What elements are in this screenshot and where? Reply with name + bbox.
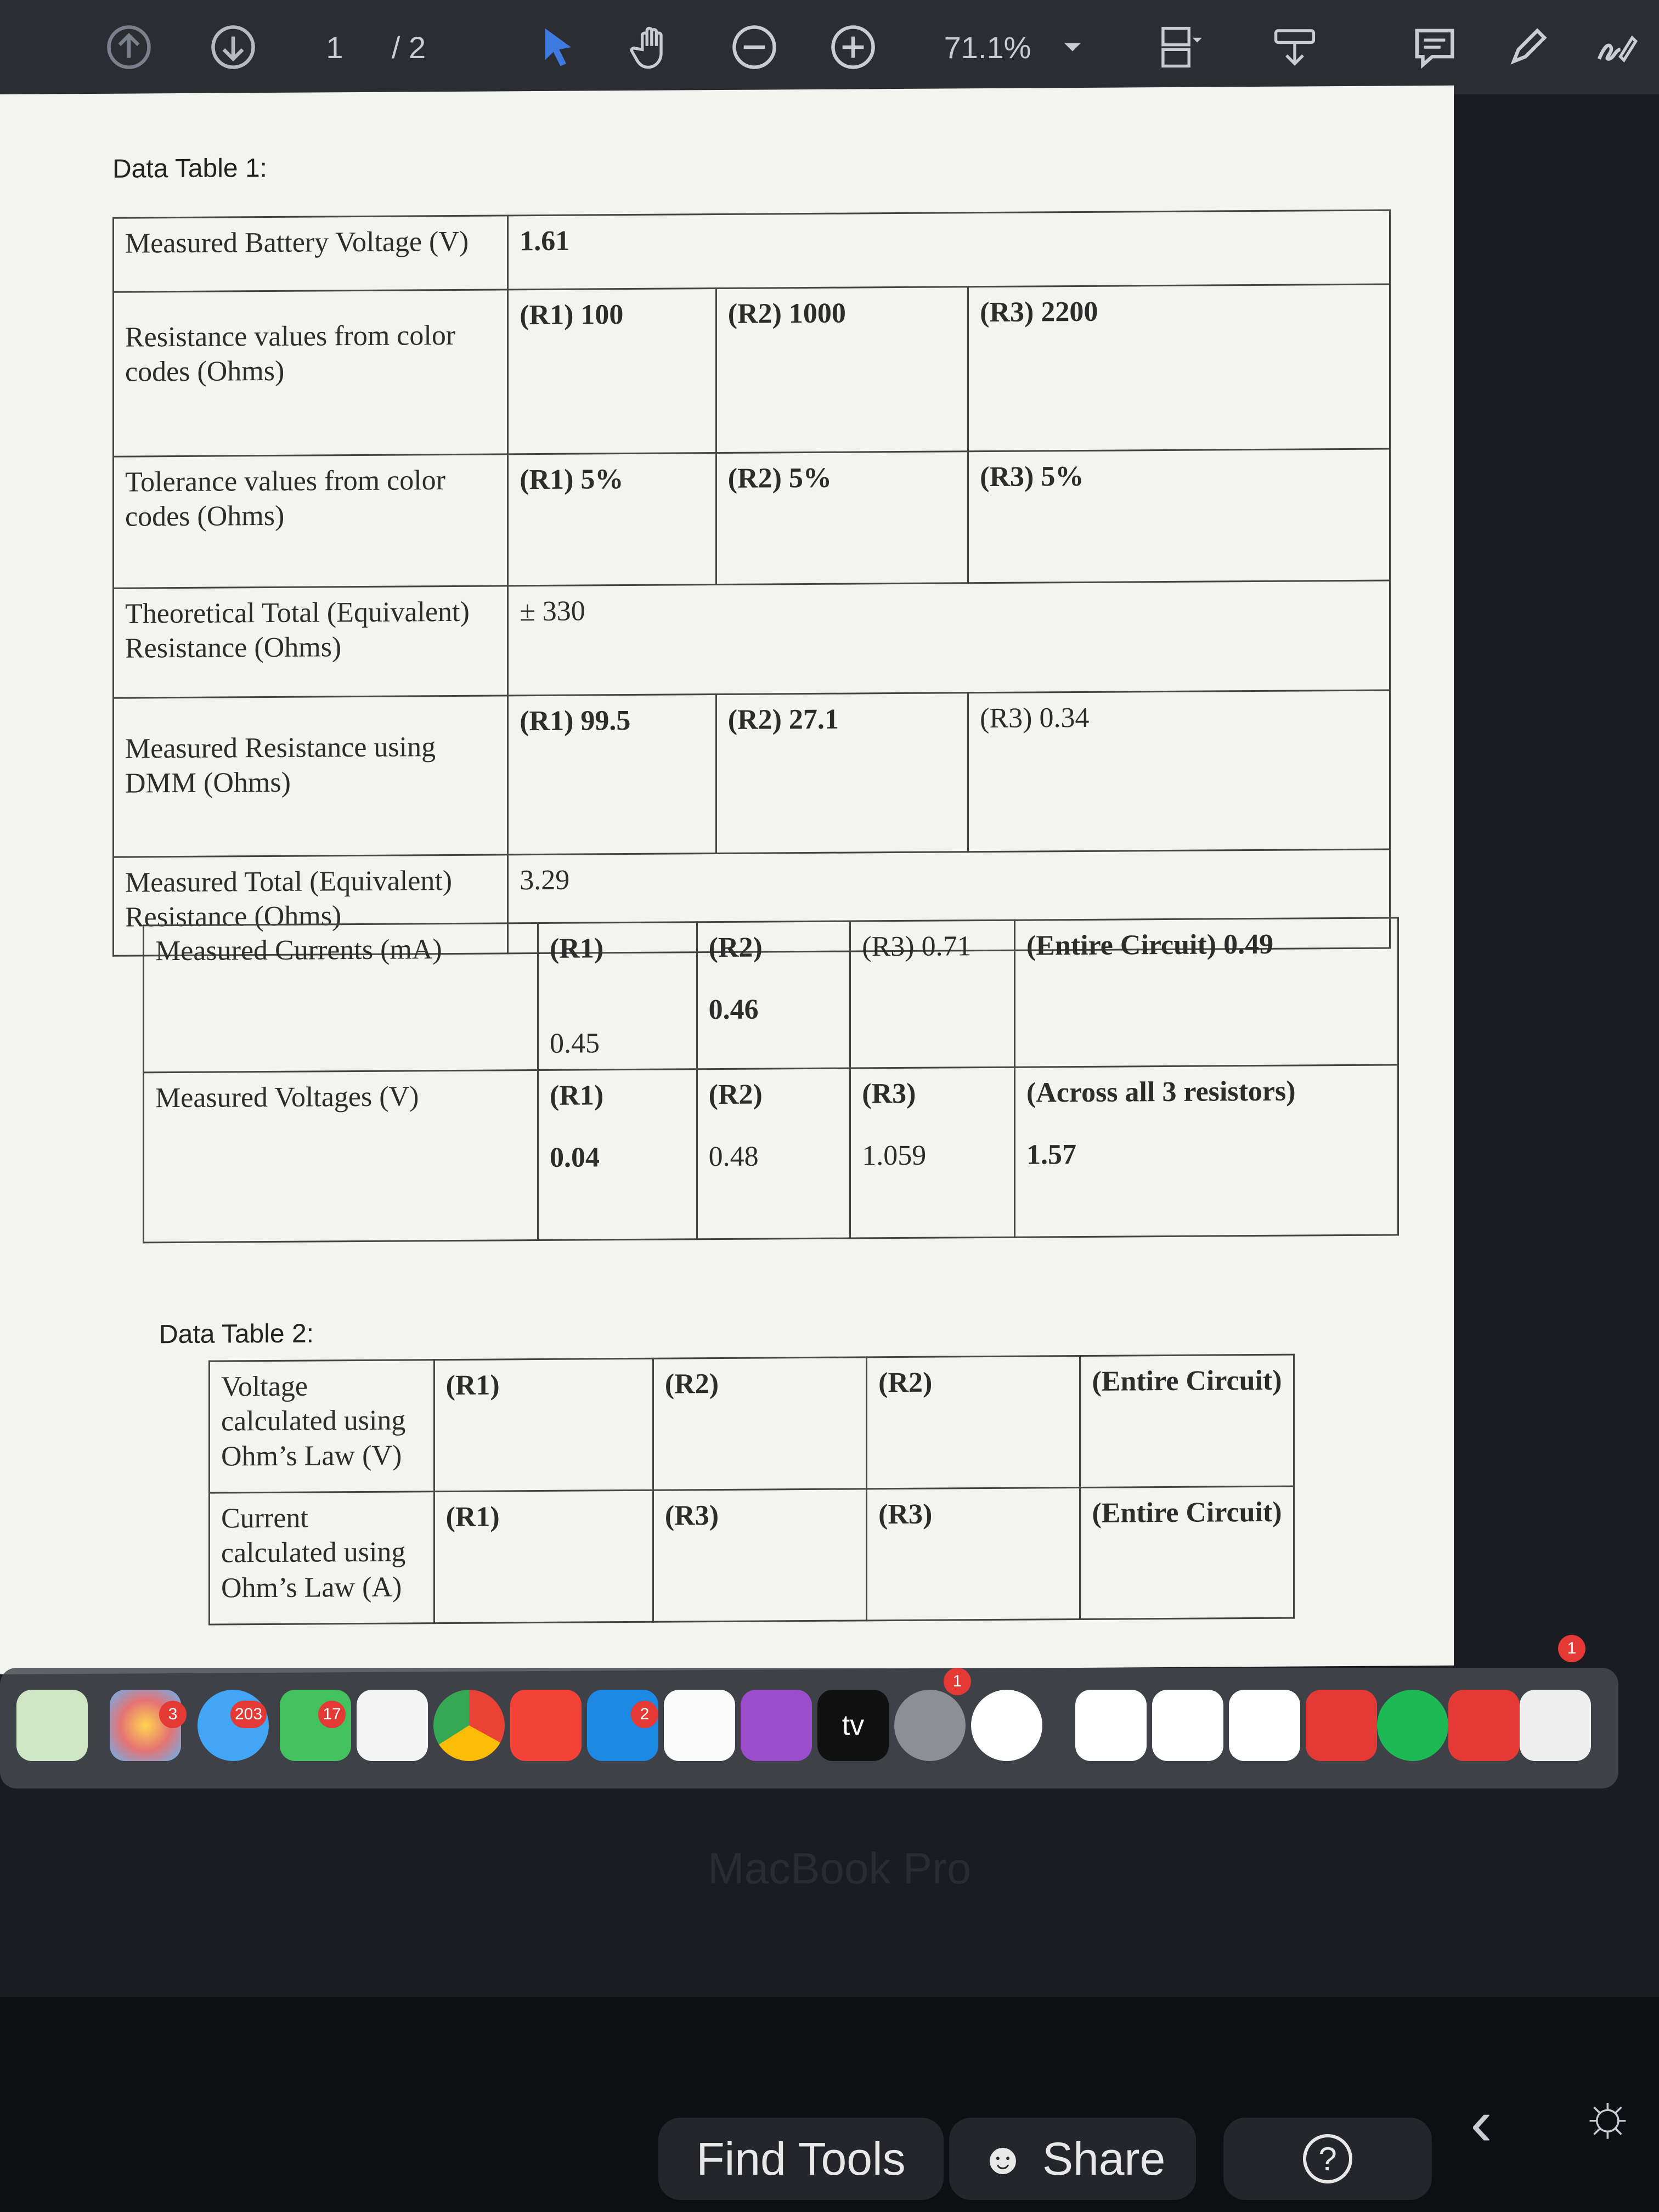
table-cell: ± 330 [508,580,1390,696]
help-button[interactable] [1223,2118,1432,2200]
extra-badge: 1 [1558,1635,1585,1662]
row-label: Measured Resistance using DMM (Ohms) [114,696,508,857]
table-cell: (R1) 5% [508,453,716,586]
table-cell [1014,1065,1398,1237]
table-cell: (Entire Circuit) [1080,1486,1294,1619]
table-cell: 3.29 [508,849,1390,953]
row-label: Measured Currents (mA) [144,923,538,1073]
table-cell [538,1069,697,1240]
table-cell: (R3) 0.34 [968,690,1390,852]
data-table-1-measurements [143,917,1399,1243]
table-cell: (Entire Circuit) 0.49 [1014,918,1398,1067]
pointer-icon[interactable] [527,20,587,75]
row-label: Measured Battery Voltage (V) [114,216,508,292]
row-label: Measured Voltages (V) [144,1070,538,1242]
data-table-2 [208,1354,1295,1626]
news-app-icon[interactable] [510,1690,582,1761]
cell-value: 1.059 [862,1139,927,1172]
cell-label: (R3) [862,1077,916,1110]
table-cell: (Entire Circuit) [1080,1355,1294,1487]
photos-badge: 3 [159,1701,187,1728]
cell-label: (R2) [708,1079,763,1110]
keynote-app-icon[interactable] [357,1690,428,1761]
comment-icon[interactable] [1404,20,1465,75]
facetime-app-icon[interactable] [280,1690,351,1761]
cell-value: 0.46 [708,994,759,1026]
arrow-up-circle-icon[interactable] [99,20,159,75]
cell-value: 0.48 [708,1141,759,1173]
table-cell: (R3) 5% [968,449,1390,583]
table-cell: (R3) 0.71 [850,920,1015,1068]
data-table-1 [112,210,1391,957]
zoom-level-dropdown[interactable]: 71.1% [944,30,1031,65]
pdf-toolbar [0,0,1659,94]
table-cell: (R1) 100 [508,289,716,454]
excel-app-icon[interactable] [1152,1690,1223,1761]
share-icon: ☻ [979,2134,1026,2183]
table-cell: (R3) [867,1487,1080,1620]
page-fit-icon[interactable] [1141,20,1218,75]
cell-value: 1.57 [1026,1139,1076,1171]
hand-icon[interactable] [623,20,683,75]
table-cell: (R2) [653,1357,866,1490]
table-cell: (R1) [434,1490,653,1623]
table-cell: 1.61 [508,210,1390,290]
cell-value: 0.45 [549,1028,600,1060]
pencil-icon[interactable] [1498,20,1558,75]
table-cell: (R3) [653,1489,866,1622]
maps-app-icon[interactable] [16,1690,88,1761]
row-label: Voltage calculated using Ohm’s Law (V) [210,1360,435,1493]
appletv-app-icon[interactable]: tv [817,1690,889,1761]
share-button[interactable] [949,2118,1196,2200]
brightness-icon[interactable]: ☼ [1580,2080,1635,2148]
mail-app-icon[interactable] [1306,1690,1377,1761]
safari-app-icon[interactable] [971,1690,1042,1761]
powerpoint-app-icon[interactable] [1075,1690,1147,1761]
table-cell: (R2) 1000 [716,287,968,453]
row-label: Measured Total (Equivalent) Resistance (Ohms) [114,855,508,956]
table-cell [697,1068,850,1239]
row-label: Theoretical Total (Equivalent) Resistance (Ohms) [114,586,508,698]
table-cell: (R2) 27.1 [716,693,968,854]
share-label: Share [1042,2132,1166,2185]
table-cell [850,1067,1015,1238]
word-app-icon[interactable] [1229,1690,1300,1761]
chevron-down-icon[interactable] [1056,20,1089,75]
row-label: Resistance values from color codes (Ohms) [114,290,508,456]
page-total: / 2 [391,30,426,65]
page-number-input[interactable]: 1 [326,30,343,65]
pdf-page [0,86,1454,1674]
cell-value: 0.04 [549,1142,600,1174]
preview-app-icon[interactable] [1520,1690,1591,1761]
music-app-icon[interactable] [664,1690,735,1761]
download-icon[interactable] [1262,20,1328,75]
spotify-app-icon[interactable] [1377,1690,1448,1761]
row-label: Tolerance values from color codes (Ohms) [114,454,508,588]
settings-app-icon[interactable] [894,1690,966,1761]
arrow-down-circle-icon[interactable] [203,20,263,75]
table-cell: (R3) 2200 [968,284,1390,452]
table-cell [538,922,697,1070]
table-cell: (R2) [867,1356,1080,1488]
table-cell [697,921,850,1069]
acrobat-app-icon[interactable] [1448,1690,1520,1761]
cell-label: (Across all 3 resistors) [1026,1075,1296,1109]
table-cell: (R1) 99.5 [508,695,716,855]
messages-badge: 203 [230,1701,267,1728]
table2-title: Data Table 2: [159,1319,314,1350]
help-icon: ? [1303,2134,1352,2183]
cell-label: (R2) [708,932,763,964]
zoom-in-icon[interactable] [823,20,883,75]
macbook-watermark: MacBook Pro [708,1844,972,1893]
find-tools-button[interactable]: Find Tools [658,2118,944,2200]
row-label: Current calculated using Ohm’s Law (A) [210,1492,435,1625]
table-cell: (R1) [434,1358,653,1491]
back-chevron-icon[interactable]: ‹ [1470,2086,1492,2159]
chrome-app-icon[interactable] [433,1690,505,1761]
facetime-badge: 17 [318,1701,346,1728]
podcasts-app-icon[interactable] [741,1690,812,1761]
settings-badge: 1 [944,1668,971,1695]
table1-title: Data Table 1: [112,154,267,184]
sign-icon[interactable] [1585,20,1646,75]
zoom-out-icon[interactable] [724,20,785,75]
cell-label: (R1) [549,1080,604,1111]
table-cell: (R2) 5% [716,452,968,585]
cell-label: (R1) [549,933,604,964]
appstore-badge: 2 [631,1701,658,1728]
